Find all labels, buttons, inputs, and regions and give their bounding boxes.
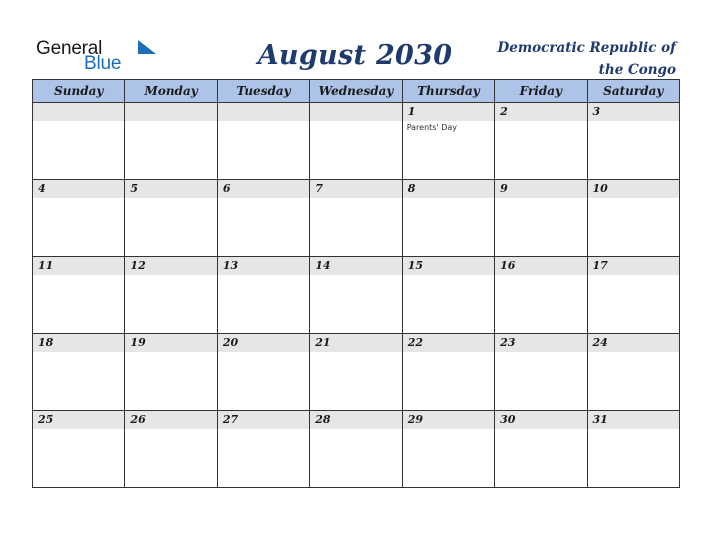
day-number: 7: [310, 180, 401, 198]
day-cell: [310, 411, 402, 488]
logo-triangle-icon: [138, 40, 156, 54]
day-cell: [125, 257, 217, 334]
day-number: 10: [588, 180, 679, 198]
day-cell: [310, 334, 402, 411]
day-number: [125, 103, 216, 121]
day-cell: [495, 103, 587, 180]
day-cell: [310, 103, 402, 180]
day-number: 1: [403, 103, 494, 121]
day-cell: [587, 411, 679, 488]
day-cell: [402, 180, 494, 257]
holiday-label: Parents' Day: [406, 123, 458, 132]
day-cell: [33, 411, 125, 488]
day-number: 12: [125, 257, 216, 275]
weekday-header: Friday: [495, 80, 587, 103]
week-row: [33, 180, 680, 257]
day-cell: [587, 180, 679, 257]
day-number: 29: [403, 411, 494, 429]
day-cell: [495, 411, 587, 488]
day-number: 23: [495, 334, 586, 352]
day-cell: [310, 257, 402, 334]
day-number: [218, 103, 309, 121]
day-number: 6: [218, 180, 309, 198]
day-cell: [125, 334, 217, 411]
day-number: 17: [588, 257, 679, 275]
weekday-header: Tuesday: [217, 80, 309, 103]
day-number: 30: [495, 411, 586, 429]
day-cell: [310, 180, 402, 257]
day-cell: [495, 334, 587, 411]
day-cell: [217, 180, 309, 257]
weekday-header: Wednesday: [310, 80, 402, 103]
week-row: [33, 103, 680, 180]
day-number: 20: [218, 334, 309, 352]
day-number: 2: [495, 103, 586, 121]
day-cell: [33, 334, 125, 411]
calendar-title: August 2030: [257, 40, 453, 71]
day-number: 8: [403, 180, 494, 198]
day-number: 16: [495, 257, 586, 275]
day-number: 15: [403, 257, 494, 275]
day-cell: [33, 257, 125, 334]
day-cell: [33, 103, 125, 180]
logo-text-blue: Blue: [84, 53, 122, 74]
country-line-1: Democratic Republic of: [497, 40, 676, 56]
day-number: 13: [218, 257, 309, 275]
day-number: 27: [218, 411, 309, 429]
week-row: [33, 334, 680, 411]
day-number: 9: [495, 180, 586, 198]
day-number: 11: [33, 257, 124, 275]
day-cell: [402, 257, 494, 334]
weekday-header: Thursday: [402, 80, 494, 103]
day-cell: [587, 257, 679, 334]
day-cell: [402, 103, 494, 180]
country-line-2: the Congo: [598, 62, 676, 78]
day-cell: [33, 180, 125, 257]
day-cell: [587, 103, 679, 180]
day-number: 28: [310, 411, 401, 429]
day-cell: [217, 334, 309, 411]
day-cell: [402, 334, 494, 411]
day-cell: [495, 180, 587, 257]
week-row: [33, 257, 680, 334]
day-number: 21: [310, 334, 401, 352]
day-number: [33, 103, 124, 121]
day-number: 22: [403, 334, 494, 352]
day-number: [310, 103, 401, 121]
week-row: [33, 411, 680, 488]
day-cell: [125, 411, 217, 488]
day-number: 25: [33, 411, 124, 429]
day-number: 14: [310, 257, 401, 275]
weekday-header-row: [33, 80, 680, 103]
logo-text-general: General: [36, 38, 103, 59]
generalblue-logo: [36, 38, 136, 74]
day-number: 26: [125, 411, 216, 429]
weekday-header: Saturday: [587, 80, 679, 103]
calendar-grid: [32, 79, 680, 488]
day-cell: [217, 257, 309, 334]
day-number: 24: [588, 334, 679, 352]
day-cell: [402, 411, 494, 488]
day-cell: [495, 257, 587, 334]
day-number: 18: [33, 334, 124, 352]
day-cell: [587, 334, 679, 411]
day-number: 4: [33, 180, 124, 198]
weekday-header: Monday: [125, 80, 217, 103]
country-name: [486, 37, 676, 81]
day-cell: [125, 103, 217, 180]
day-cell: [125, 180, 217, 257]
day-number: 19: [125, 334, 216, 352]
day-number: 3: [588, 103, 679, 121]
day-number: 5: [125, 180, 216, 198]
day-cell: [217, 411, 309, 488]
weekday-header: Sunday: [33, 80, 125, 103]
day-cell: [217, 103, 309, 180]
day-number: 31: [588, 411, 679, 429]
